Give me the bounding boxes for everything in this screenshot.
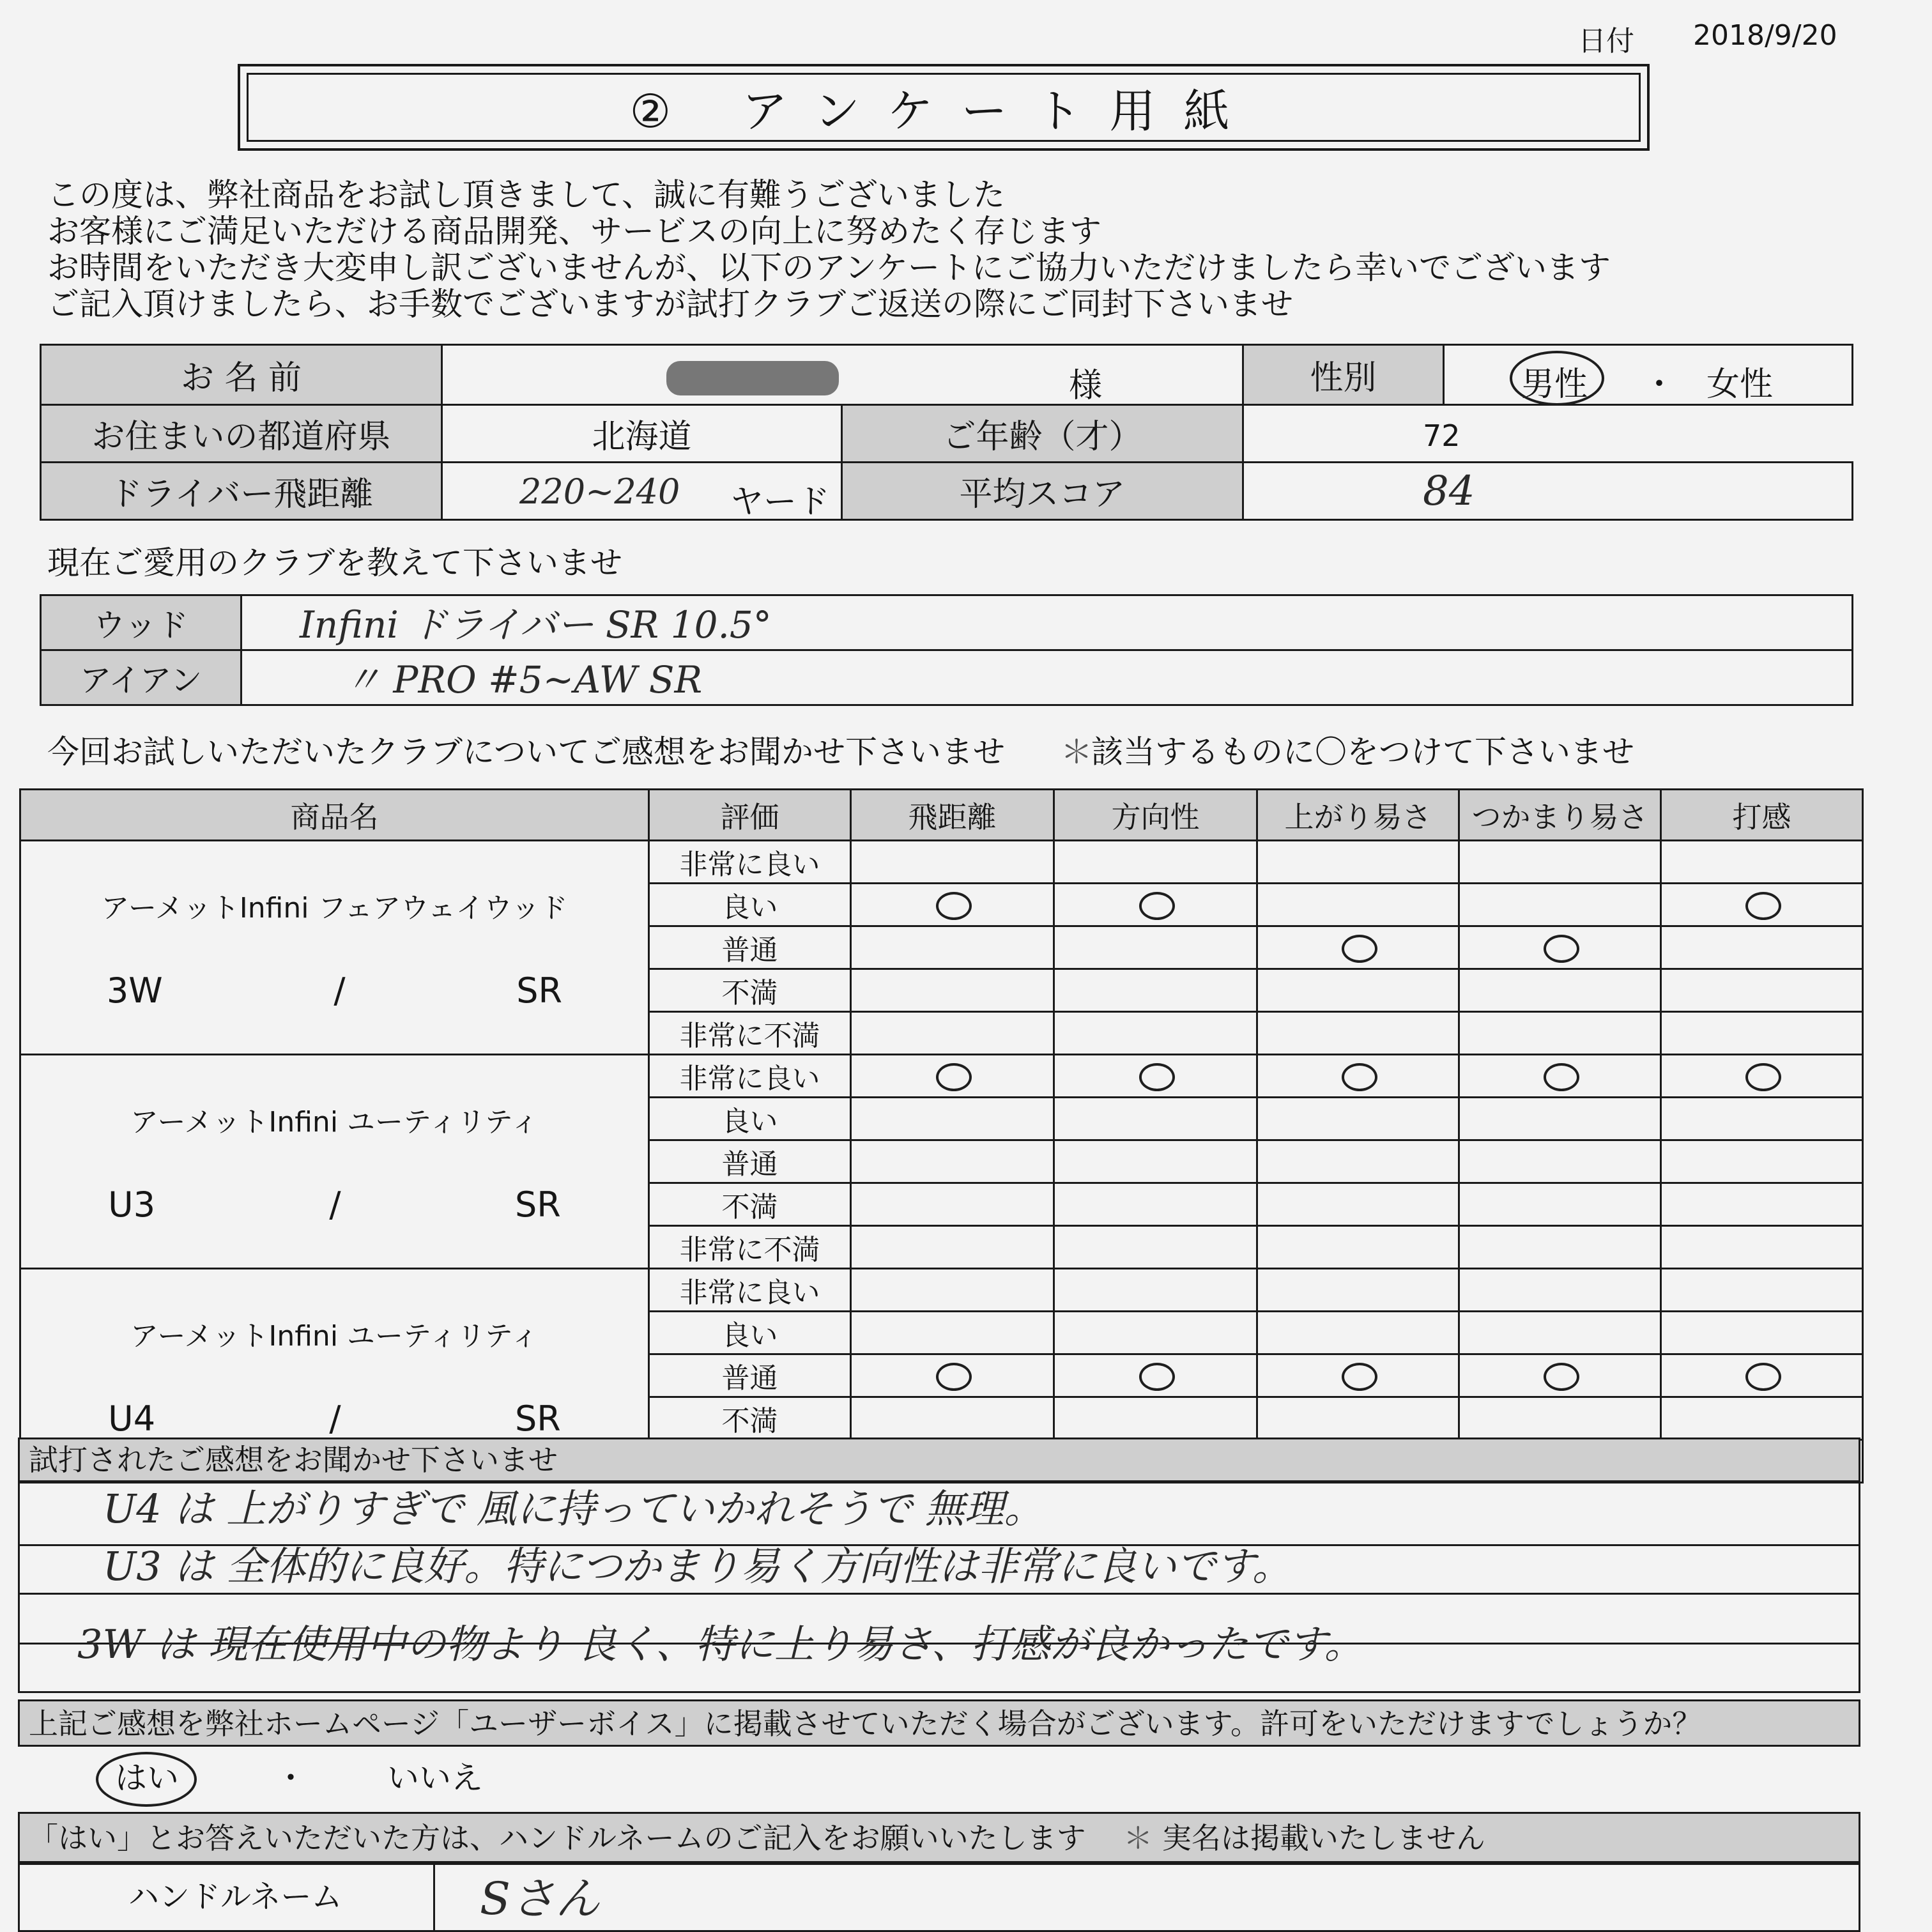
col-rating: 評価 <box>649 790 851 841</box>
rating-level-label: 非常に良い <box>649 1269 851 1312</box>
product-separator: / <box>334 970 346 1011</box>
rating-row <box>20 841 1863 884</box>
redacted-name <box>666 361 839 395</box>
rating-level-label: 良い <box>649 1098 851 1140</box>
rating-cell[interactable] <box>851 1354 1054 1397</box>
handle-row <box>18 1863 1860 1932</box>
rating-cell[interactable] <box>1459 1269 1661 1312</box>
permission-question: 上記ご感想を弊社ホームページ「ユーザーボイス」に掲載させていただく場合がございます。許可をいただけますでしょうか？ <box>18 1699 1860 1747</box>
rating-level-label: 普通 <box>649 1140 851 1183</box>
rating-level-label: 非常に不満 <box>649 1226 851 1269</box>
rating-note-mark: ＊ <box>1061 733 1092 770</box>
iron-label: アイアン <box>41 650 241 705</box>
name-label: お 名 前 <box>41 345 442 405</box>
selection-circle <box>1342 1363 1377 1391</box>
rating-cell[interactable] <box>1257 841 1459 884</box>
score-value: 84 <box>1423 468 1475 515</box>
rating-level-label: 非常に良い <box>649 841 851 884</box>
rating-cell[interactable] <box>1661 1269 1863 1312</box>
distance-unit: ヤード <box>730 483 831 521</box>
rating-heading: 今回お試しいただいたクラブについてご感想をお聞かせ下さいませ <box>47 733 1005 770</box>
selection-circle <box>1544 935 1579 963</box>
product-cell <box>20 1055 649 1269</box>
rating-cell[interactable] <box>1661 969 1863 1012</box>
rating-cell[interactable] <box>1054 1183 1257 1226</box>
permission-separator: ・ <box>275 1759 307 1797</box>
rating-cell[interactable] <box>851 1226 1054 1269</box>
permission-yes[interactable]: はい <box>115 1759 179 1797</box>
selection-circle <box>1745 1063 1781 1091</box>
rating-cell[interactable] <box>1459 884 1661 926</box>
product-model: U3 <box>108 1184 156 1225</box>
col-grip: つかまり易さ <box>1459 790 1661 841</box>
name-field[interactable] <box>442 345 1243 405</box>
personal-info-table <box>40 344 1853 521</box>
rating-row <box>20 1269 1863 1312</box>
product-name: アーメットInfini ユーティリティ <box>130 1319 539 1353</box>
rating-level-label: 不満 <box>649 969 851 1012</box>
rating-cell[interactable] <box>851 884 1054 926</box>
rating-level-label: 非常に良い <box>649 1055 851 1098</box>
rating-cell[interactable] <box>1661 1226 1863 1269</box>
handle-note-mark: ＊ <box>1123 1821 1153 1855</box>
rating-cell[interactable] <box>851 1012 1054 1055</box>
rating-cell[interactable] <box>1459 841 1661 884</box>
product-flex: SR <box>516 970 563 1011</box>
age-field[interactable] <box>1243 405 1853 463</box>
gender-female[interactable]: 女性 <box>1706 365 1774 404</box>
rating-level-label: 普通 <box>649 1354 851 1397</box>
rating-cell[interactable] <box>1459 1397 1661 1440</box>
distance-label: ドライバー飛距離 <box>41 463 442 520</box>
score-label: 平均スコア <box>842 463 1243 520</box>
iron-field[interactable] <box>241 650 1853 705</box>
col-distance: 飛距離 <box>851 790 1054 841</box>
clubs-heading: 現在ご愛用のクラブを教えて下さいませ <box>47 544 622 581</box>
rating-cell[interactable] <box>1054 1226 1257 1269</box>
comment-line-3[interactable]: 3W は 現在使用中の物より 良く、特に上り易さ、打感が良かったです。 <box>77 1621 1364 1667</box>
rating-cell[interactable] <box>1257 969 1459 1012</box>
rating-cell[interactable] <box>1257 1354 1459 1397</box>
rating-cell[interactable] <box>1054 1312 1257 1354</box>
rating-cell[interactable] <box>851 841 1054 884</box>
rating-level-label: 不満 <box>649 1183 851 1226</box>
intro-line-3: お時間をいただき大変申し訳ございませんが、以下のアンケートにご協力いただけましたら幸いでございます <box>47 249 1611 286</box>
page-title: ② アンケート用紙 <box>247 73 1641 142</box>
rating-cell[interactable] <box>1257 1183 1459 1226</box>
iron-value: 〃 PRO #5~AW SR <box>344 658 703 702</box>
gender-separator: ・ <box>1643 365 1676 404</box>
rating-note: 該当するものに〇をつけて下さいませ <box>1091 733 1634 770</box>
selection-circle <box>936 892 972 920</box>
comment-line-1[interactable]: U4 は 上がりすぎで 風に持っていかれそうで 無理。 <box>103 1485 1044 1532</box>
rating-cell[interactable] <box>851 969 1054 1012</box>
col-product: 商品名 <box>20 790 649 841</box>
rating-level-label: 良い <box>649 884 851 926</box>
rating-cell[interactable] <box>851 926 1054 969</box>
selection-circle <box>1544 1363 1579 1391</box>
rating-cell[interactable] <box>1459 1354 1661 1397</box>
rating-cell[interactable] <box>1054 969 1257 1012</box>
rating-cell[interactable] <box>851 1183 1054 1226</box>
product-model: 3W <box>106 970 163 1011</box>
rating-cell[interactable] <box>1661 841 1863 884</box>
product-cell <box>20 841 649 1055</box>
rating-cell[interactable] <box>1661 1140 1863 1183</box>
selection-circle <box>1139 892 1175 920</box>
rating-cell[interactable] <box>1459 1140 1661 1183</box>
rating-cell[interactable] <box>1257 884 1459 926</box>
product-flex: SR <box>514 1398 561 1439</box>
rating-cell[interactable] <box>1054 1140 1257 1183</box>
permission-no[interactable]: いいえ <box>387 1759 483 1797</box>
distance-value: 220~240 <box>519 471 680 512</box>
rating-level-label: 良い <box>649 1312 851 1354</box>
gender-label: 性別 <box>1243 345 1444 405</box>
rating-cell[interactable] <box>1257 1012 1459 1055</box>
rating-cell[interactable] <box>1257 1397 1459 1440</box>
rating-cell[interactable] <box>1054 926 1257 969</box>
rating-cell[interactable] <box>1661 926 1863 969</box>
rating-cell[interactable] <box>851 1055 1054 1098</box>
rating-cell[interactable] <box>1661 1098 1863 1140</box>
rating-cell[interactable] <box>1054 1354 1257 1397</box>
product-flex: SR <box>514 1184 561 1225</box>
score-field[interactable] <box>1243 463 1853 520</box>
gender-field[interactable] <box>1444 345 1853 405</box>
rating-level-label: 非常に不満 <box>649 1012 851 1055</box>
rating-cell[interactable] <box>1257 1312 1459 1354</box>
rating-cell[interactable] <box>1459 1012 1661 1055</box>
rating-table <box>19 788 1864 1483</box>
handle-note-2: 実名は掲載いたしません <box>1162 1821 1485 1855</box>
rating-cell[interactable] <box>1257 1140 1459 1183</box>
rating-cell[interactable] <box>1257 1226 1459 1269</box>
product-name: アーメットInfini ユーティリティ <box>130 1105 539 1138</box>
prefecture-value[interactable]: 北海道 <box>442 405 842 463</box>
selection-circle <box>1544 1063 1579 1091</box>
intro-line-2: お客様にご満足いただける商品開発、サービスの向上に努めたく存じます <box>47 213 1101 250</box>
rating-cell[interactable] <box>1661 1354 1863 1397</box>
rating-cell[interactable] <box>1459 1183 1661 1226</box>
selection-circle <box>1139 1063 1175 1091</box>
product-separator: / <box>329 1184 341 1225</box>
selection-circle <box>1745 892 1781 920</box>
clubs-table <box>40 594 1853 706</box>
handle-value[interactable]: Sさん <box>480 1873 600 1925</box>
rating-cell[interactable] <box>1459 969 1661 1012</box>
rating-cell[interactable] <box>1459 1312 1661 1354</box>
rating-cell[interactable] <box>1054 1012 1257 1055</box>
handle-note: 「はい」とお答えいただいた方は、ハンドルネームのご記入をお願いいたします <box>29 1821 1086 1855</box>
rating-cell[interactable] <box>851 1140 1054 1183</box>
rating-cell[interactable] <box>1661 1312 1863 1354</box>
selection-circle <box>1139 1363 1175 1391</box>
selection-circle <box>1342 935 1377 963</box>
selection-circle <box>1342 1063 1377 1091</box>
handle-label: ハンドルネーム <box>20 1865 435 1930</box>
rating-cell[interactable] <box>851 1397 1054 1440</box>
age-value: 72 <box>1423 418 1460 453</box>
product-separator: / <box>329 1398 341 1439</box>
age-label: ご年齢（才） <box>842 405 1243 463</box>
rating-cell[interactable] <box>1257 1269 1459 1312</box>
rating-cell[interactable] <box>1459 1098 1661 1140</box>
rating-cell[interactable] <box>1661 1012 1863 1055</box>
rating-cell[interactable] <box>1054 1098 1257 1140</box>
col-feel: 打感 <box>1661 790 1863 841</box>
rating-cell[interactable] <box>1661 884 1863 926</box>
selection-circle <box>1745 1363 1781 1391</box>
rating-cell[interactable] <box>1257 1098 1459 1140</box>
prefecture-label: お住まいの都道府県 <box>41 405 442 463</box>
intro-line-1: この度は、弊社商品をお試し頂きまして、誠に有難うございました <box>47 176 1005 213</box>
rating-cell[interactable] <box>1257 1055 1459 1098</box>
rating-cell[interactable] <box>851 1269 1054 1312</box>
rating-cell[interactable] <box>1459 1055 1661 1098</box>
permission-yes-circle <box>96 1752 197 1807</box>
rating-cell[interactable] <box>1459 926 1661 969</box>
wood-value: Infini ドライバー SR 10.5° <box>300 603 772 647</box>
rating-row <box>20 1055 1863 1098</box>
gender-male[interactable]: 男性 <box>1521 365 1588 404</box>
product-model: U4 <box>108 1398 156 1439</box>
rating-cell[interactable] <box>1661 1183 1863 1226</box>
comments-heading: 試打されたご感想をお聞かせ下さいませ <box>20 1439 1859 1482</box>
rating-cell[interactable] <box>1257 926 1459 969</box>
rating-cell[interactable] <box>851 1098 1054 1140</box>
rating-cell[interactable] <box>1459 1226 1661 1269</box>
distance-field[interactable] <box>442 463 842 520</box>
comments-box <box>18 1438 1860 1693</box>
selection-circle <box>936 1363 972 1391</box>
selection-circle <box>936 1063 972 1091</box>
handle-note-bar <box>18 1812 1860 1863</box>
rating-cell[interactable] <box>1054 1269 1257 1312</box>
rating-level-label: 不満 <box>649 1397 851 1440</box>
rating-cell[interactable] <box>1054 1397 1257 1440</box>
rating-cell[interactable] <box>1661 1055 1863 1098</box>
comment-line-2[interactable]: U3 は 全体的に良好。特につかまり易く方向性は非常に良いです。 <box>103 1543 1292 1590</box>
rating-level-label: 普通 <box>649 926 851 969</box>
wood-label: ウッド <box>41 595 241 650</box>
wood-field[interactable] <box>241 595 1853 650</box>
col-launch: 上がり易さ <box>1257 790 1459 841</box>
title-box <box>238 64 1650 151</box>
rating-cell[interactable] <box>1054 841 1257 884</box>
rating-cell[interactable] <box>1661 1397 1863 1440</box>
honorific: 様 <box>1069 367 1103 405</box>
date-value: 2018/9/20 <box>1693 19 1837 52</box>
gender-male-circle <box>1510 351 1604 406</box>
product-name: アーメットInfini フェアウェイウッド <box>101 891 568 924</box>
comment-rule <box>20 1593 1859 1595</box>
rating-cell[interactable] <box>851 1312 1054 1354</box>
col-direction: 方向性 <box>1054 790 1257 841</box>
date-label: 日付 <box>1578 25 1634 57</box>
rating-cell[interactable] <box>1054 884 1257 926</box>
rating-cell[interactable] <box>1054 1055 1257 1098</box>
intro-line-4: ご記入頂けましたら、お手数でございますが試打クラブご返送の際にご同封下さいませ <box>47 286 1293 323</box>
